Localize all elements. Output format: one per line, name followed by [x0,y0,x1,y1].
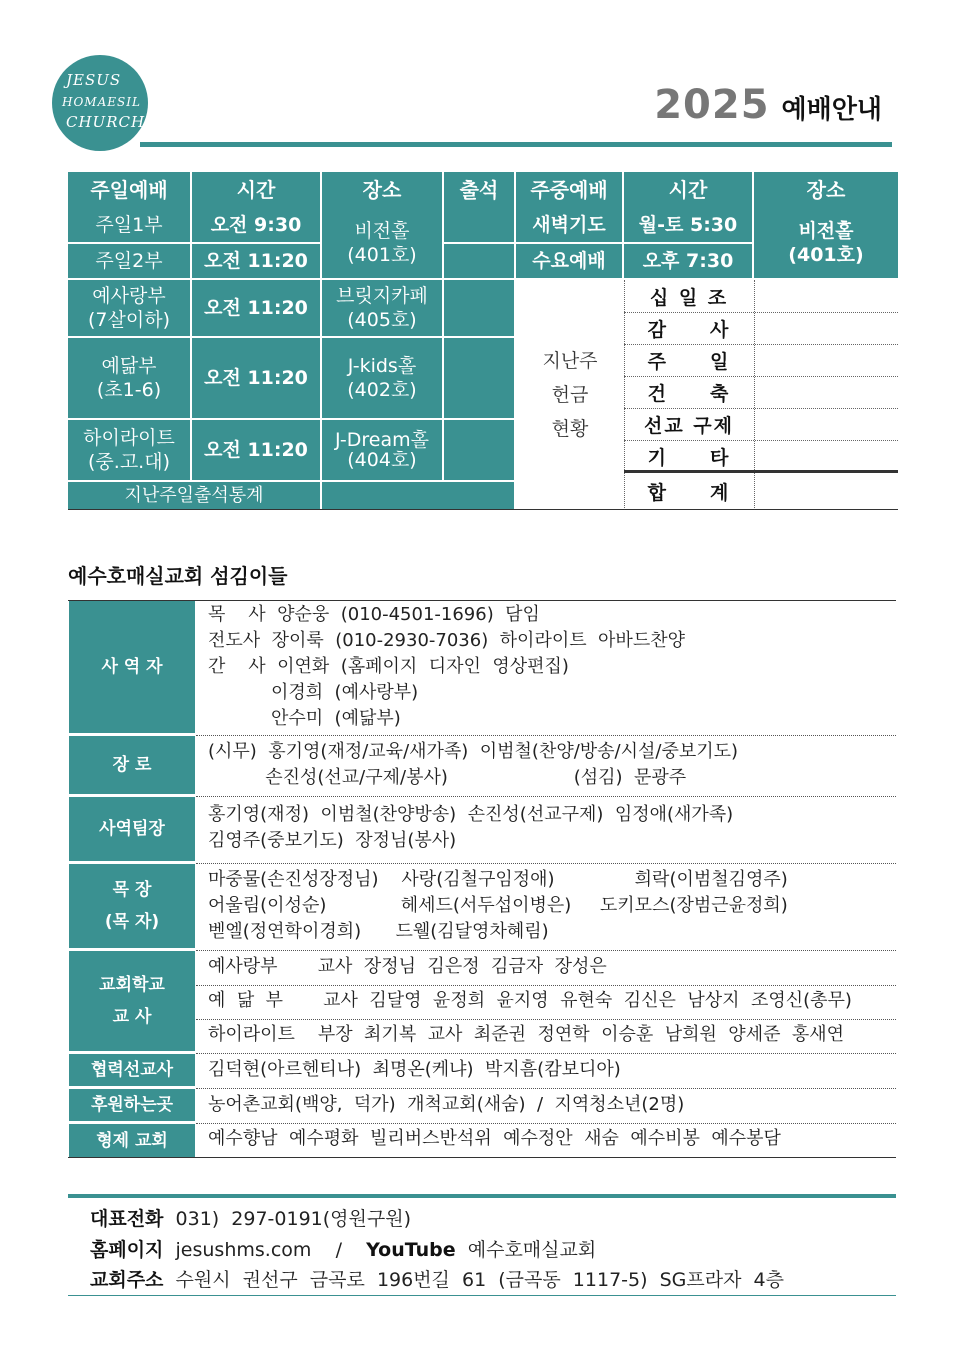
teachers-line-3: 하이라이트 부장 최기복 교사 최준권 정연학 이승훈 남희원 양세준 홍새연 [208,1024,845,1045]
dept-2-place: J-kids홀 (402호) [322,338,444,420]
teachers-line-1: 예사랑부 교사 장정님 김은정 김금자 장성은 [208,956,607,977]
title-year: 2025 [654,82,770,128]
elders-line-1: (시무) 홍기영(재정/교육/새가족) 이범철(찬양/방송/시설/중보기도) [208,741,739,762]
dept-3-attendance [444,420,516,482]
elders-line-2: 손진성(선교/구제/봉사) (섬김) 문광주 [208,767,687,788]
dept-1-place: 브릿지카페 (405호) [322,280,444,338]
dept-3-time: 오전 11:20 [192,420,322,482]
header-time-2: 시간 [624,172,754,208]
stats-label: 지난주일출석통계 [68,482,322,510]
header-sunday-worship: 주일예배 [68,172,192,208]
header-weekday-worship: 주중예배 [516,172,624,208]
cell-leaders-line-1: 마중물(손진성장정님) 사랑(김철구임정애) 희락(이범철김영주) [208,869,788,890]
header-time: 시간 [192,172,322,208]
footer-homepage [90,1235,596,1262]
row-rule [196,1053,896,1054]
footer-separator: / [335,1239,342,1261]
servants-title: 예수호매실교회 섬김이들 [68,564,288,588]
label-team-leaders: 사역팀장 [69,797,195,863]
logo-text-1: JESUS [66,71,122,89]
sunday-2-time: 오전 11:20 [192,244,322,280]
dept-1-name: 예사랑부 (7살이하) [68,280,192,338]
total-rule [624,470,898,473]
logo-text-2: HOMAESIL [62,95,141,109]
header-rule [140,142,892,147]
logo-text-3: CHURCH [66,113,146,131]
dept-2-time: 오전 11:20 [192,338,322,420]
offering-building: 건 축 [647,382,731,405]
sister-churches-line: 예수향남 예수평화 빌리버스반석위 예수정안 새숨 예수비봉 예수봉담 [208,1128,781,1149]
footer-phone [90,1204,411,1231]
footer-bottom-rule [68,1295,896,1296]
dept-1-attendance [444,280,516,338]
label-school-teachers: 교회학교 교 사 [69,951,195,1053]
grid-line [754,280,755,510]
page-title [654,82,882,126]
ministers-line-2: 전도사 장이룩 (010-2930-7036) 하이라이트 아바드찬양 [208,630,685,651]
ministers-line-5: 안수미 (예닮부) [208,708,401,729]
footer-address [90,1265,784,1292]
header-place: 장소 [322,172,444,208]
homepage-link[interactable]: jesushms.com [175,1239,312,1261]
sunday-1-time: 오전 9:30 [192,208,322,244]
weekday-1-name: 새벽기도 [516,208,624,244]
row-rule [196,735,896,736]
title-subtitle: 예배안내 [781,95,882,125]
dept-1-time: 오전 11:20 [192,280,322,338]
row-rule [196,1019,896,1020]
weekday-2-time: 오후 7:30 [624,244,754,280]
ministers-line-1: 목 사 양순웅 (010-4501-1696) 담임 [208,604,540,625]
sunday-2-attendance [444,244,516,280]
youtube-label: YouTube [366,1239,456,1261]
homepage-label: 홈페이지 [90,1239,164,1261]
offering-sunday: 주 일 [647,350,731,373]
offering-total: 합 계 [647,481,731,504]
missionaries-line: 김덕현(아르헨티나) 최명온(케냐) 박지흠(캄보디아) [208,1059,621,1080]
church-logo [52,55,148,151]
offering-mission: 선교 구제 [643,414,735,437]
label-missionaries: 협력선교사 [69,1054,195,1088]
header-attendance: 출석 [444,172,516,208]
offering-label: 지난주 헌금 현황 [516,280,624,510]
team-leaders-line-2: 김영주(중보기도) 장정님(봉사) [208,830,457,851]
label-ministers: 사 역 자 [69,601,195,735]
sunday-place: 비전홀 (401호) [322,208,444,280]
dept-2-name: 예닮부 (초1-6) [68,338,192,420]
label-sister-churches: 형제 교회 [69,1124,195,1158]
row-rule [196,796,896,797]
table-bottom-rule [68,509,898,510]
servants-bottom-rule [68,1157,896,1158]
dept-2-attendance [444,338,516,420]
phone-value: 031) 297-0191(영원구원) [175,1208,411,1230]
grid-line [624,312,898,313]
ministers-line-3: 간 사 이연화 (홈페이지 디자인 영상편집) [208,656,569,677]
offering-tithe: 십 일 조 [649,286,729,309]
row-rule [196,863,896,864]
cell-leaders-line-2: 어울림(이성순) 헤세드(서두섭이병은) 도키모스(장범근윤정희) [208,895,788,916]
grid-line [624,440,898,441]
offering-thanks: 감 사 [647,318,731,341]
weekday-1-time: 월-토 5:30 [624,208,754,244]
label-elders: 장 로 [69,736,195,796]
sunday-1-attendance [444,208,516,244]
grid-line [624,344,898,345]
youtube-channel[interactable]: 예수호매실교회 [467,1239,597,1261]
dept-3-name: 하이라이트 (중.고.대) [68,420,192,482]
header-place-2: 장소 [754,172,898,208]
phone-label: 대표전화 [90,1208,164,1230]
offering-etc: 기 타 [647,446,731,469]
supported-line: 농어촌교회(백양, 덕가) 개척교회(새숨) / 지역청소년(2명) [208,1094,685,1115]
row-rule [196,985,896,986]
footer-rule [68,1194,896,1198]
sunday-1-name: 주일1부 [68,208,192,244]
cell-leaders-line-3: 벧엘(정연학이경희) 드웰(김달영차혜림) [208,921,549,942]
label-cell-leaders: 목 장 (목 자) [69,864,195,950]
stats-value [322,482,516,510]
team-leaders-line-1: 홍기영(재정) 이범철(찬양방송) 손진성(선교구제) 임정애(새가족) [208,804,734,825]
weekday-place: 비전홀 (401호) [754,208,898,280]
address-value: 수원시 권선구 금곡로 196번길 61 (금곡동 1117-5) SG프라자 4층 [175,1269,784,1291]
row-rule [196,1123,896,1124]
grid-line [624,376,898,377]
ministers-line-4: 이경희 (예사랑부) [208,682,419,703]
teachers-line-2: 예 닮 부 교사 김달영 윤정희 윤지영 유현숙 김신은 남상지 조영신(총무) [208,990,852,1011]
row-rule [196,1088,896,1089]
address-label: 교회주소 [90,1269,164,1291]
label-supported: 후원하는곳 [69,1089,195,1123]
grid-line [624,280,625,510]
sunday-2-name: 주일2부 [68,244,192,280]
weekday-2-name: 수요예배 [516,244,624,280]
row-rule [196,950,896,951]
dept-3-place: J-Dream홀 (404호) [322,420,444,482]
grid-line [624,408,898,409]
